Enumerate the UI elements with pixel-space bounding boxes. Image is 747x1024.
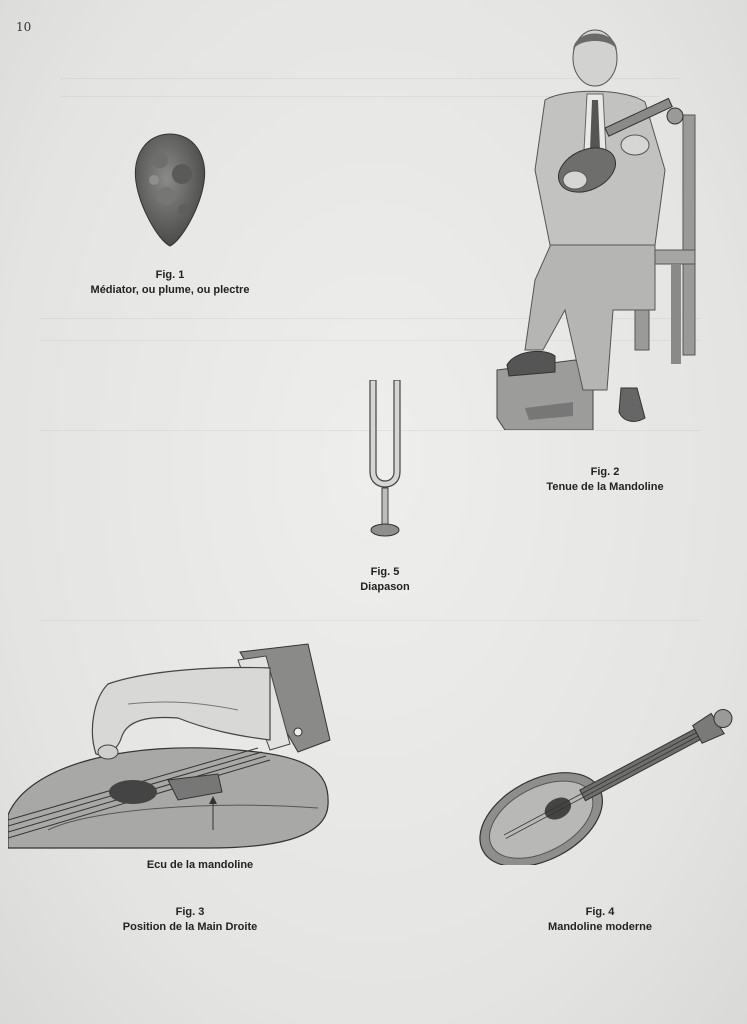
right-hand-position-illustration: [8, 640, 338, 855]
figure-3-title: Position de la Main Droite: [122, 921, 258, 933]
shield-label: [110, 858, 290, 873]
figure-1-title: Médiator, ou plume, ou plectre: [90, 284, 250, 296]
page-number: 10: [16, 20, 32, 34]
plectrum-illustration: [130, 130, 210, 250]
figure-1-number: Fig. 1: [155, 269, 185, 281]
modern-mandolin-illustration: [470, 665, 735, 865]
figure-1-caption: [50, 268, 290, 298]
figure-4-number: Fig. 4: [585, 906, 615, 918]
bleed-through-line: [40, 620, 700, 621]
figure-2-number: Fig. 2: [590, 466, 620, 478]
figure-3-number: Fig. 3: [175, 906, 205, 918]
figure-2-caption: [515, 465, 695, 495]
figure-5-title: Diapason: [360, 581, 410, 593]
shield-label-text: Ecu de la mandoline: [146, 859, 254, 871]
figure-4-title: Mandoline moderne: [548, 921, 652, 933]
tuning-fork-illustration: [360, 380, 410, 540]
figure-5-caption: [320, 565, 450, 595]
figure-4-caption: [520, 905, 680, 935]
figure-5-number: Fig. 5: [370, 566, 400, 578]
figure-3-caption: [80, 905, 300, 935]
figure-2-title: Tenue de la Mandoline: [546, 481, 664, 493]
seated-player-illustration: [495, 20, 710, 430]
